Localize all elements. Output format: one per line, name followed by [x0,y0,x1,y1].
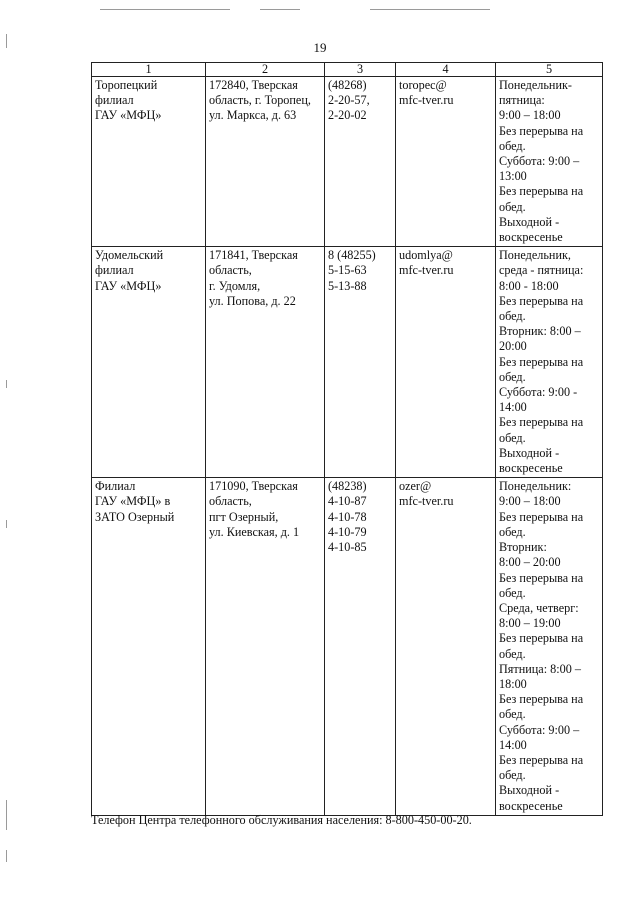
cell-text-line: (48268) [328,78,367,92]
cell-text-line: г. Удомля, [209,278,261,293]
table-row [92,478,603,815]
cell-text-line: Выходной - [499,445,560,460]
cell-text-line: 4-10-85 [328,540,367,555]
column-header: 4 [396,63,496,77]
cell-text-line: обед. [499,768,526,783]
cell-text-line: ул. Маркса, д. 63 [209,108,297,123]
cell-text-line: 9:00 – 18:00 [499,494,561,509]
scan-artifact-top [260,9,300,10]
cell-text-line: Суббота: 9:00 - [499,385,578,400]
cell-text-line[interactable]: toropec@ [399,78,447,92]
scan-artifact-left [6,800,7,830]
cell-text-line[interactable]: mfc-tver.ru [399,494,454,509]
table-row [92,247,603,478]
cell-text-line: обед. [499,524,526,539]
cell-text-line: Без перерыва на [499,184,584,199]
cell-text-line[interactable]: mfc-tver.ru [399,263,454,278]
scan-artifact-left [6,850,7,862]
cell-text-line: ул. Киевская, д. 1 [209,524,300,539]
scan-artifact-left [6,380,7,388]
cell-text-line: филиал [95,93,134,108]
column-header: 2 [206,63,325,77]
cell-text-line: Вторник: 8:00 – [499,324,581,339]
cell-text-line: 20:00 [499,339,527,354]
cell-text-line: 8:00 - 18:00 [499,278,559,293]
schedule-cell [496,247,603,478]
address-cell [206,247,325,478]
cell-text-line: Без перерыва на [499,570,584,585]
cell-text-line: Торопецкий [95,78,158,92]
phone-cell [325,247,396,478]
cell-text-line: обед. [499,585,526,600]
cell-text-line: Удомельский [95,248,164,263]
cell-text-line: 4-10-78 [328,509,367,524]
cell-text-line: Без перерыва на [499,354,584,369]
column-header: 3 [325,63,396,77]
cell-text-line: обед. [499,369,526,384]
cell-text-line: 4-10-79 [328,524,367,539]
cell-text-line: Без перерыва на [499,631,584,646]
cell-text-line: Понедельник, [499,248,571,263]
cell-text-line: Среда, четверг: [499,600,579,615]
cell-text-line: 2-20-57, [328,93,370,108]
column-header: 1 [92,63,206,77]
email-cell [396,478,496,815]
branch-name-cell [92,478,206,815]
cell-text-line: 4-10-87 [328,494,367,509]
cell-text-line: пятница: [499,93,545,108]
cell-text-line: Суббота: 9:00 – [499,154,580,169]
cell-text-line: 8:00 – 19:00 [499,616,561,631]
cell-text-line: Вторник: [499,540,547,555]
schedule-cell [496,478,603,815]
table-row [92,77,603,247]
cell-text-line: Без перерыва на [499,293,584,308]
cell-text-line: Без перерыва на [499,415,584,430]
cell-text-line: 5-13-88 [328,278,367,293]
cell-text-line: 171090, Тверская [209,479,298,494]
email-cell [396,247,496,478]
cell-text-line: ГАУ «МФЦ» в [95,494,171,509]
cell-text-line: область, [209,263,252,278]
cell-text-line: филиал [95,263,134,278]
cell-text-line: ГАУ «МФЦ» [95,108,162,123]
page-number: 19 [313,40,327,55]
cell-text-line: Филиал [95,479,136,494]
cell-text-line: Без перерыва на [499,509,584,524]
cell-text-line: обед. [499,309,526,324]
column-header: 5 [496,63,603,77]
branch-table [91,62,603,816]
cell-text-line: воскресенье [499,798,563,813]
cell-text-line: Пятница: 8:00 – [499,661,581,676]
cell-text-line: Без перерыва на [499,692,584,707]
hotline-note: Телефон Центра телефонного обслуживания населения: 8-800-450-00-20. [91,813,472,827]
cell-text-line[interactable]: ozer@ [399,479,432,494]
column-number-row [92,63,603,77]
cell-text-line: область, [209,494,252,509]
branch-name-cell [92,77,206,247]
cell-text-line: 2-20-02 [328,108,367,123]
cell-text-line: воскресенье [499,461,563,476]
cell-text-line: обед. [499,646,526,661]
cell-text-line: обед. [499,707,526,722]
cell-text-line: среда - пятница: [499,263,584,278]
cell-text-line: воскресенье [499,230,563,245]
email-cell [396,77,496,247]
cell-text-line: 13:00 [499,169,527,184]
cell-text-line: (48238) [328,479,367,494]
cell-text-line: 8:00 – 20:00 [499,555,561,570]
address-cell [206,77,325,247]
cell-text-line[interactable]: udomlya@ [399,248,453,263]
cell-text-line: область, г. Торопец, [209,93,311,108]
cell-text-line: 5-15-63 [328,263,367,278]
cell-text-line: Выходной - [499,783,560,798]
cell-text-line: Понедельник: [499,479,572,494]
scan-artifact-left [6,520,7,528]
cell-text-line: 171841, Тверская [209,248,298,263]
scan-artifact-top [370,9,490,10]
cell-text-line: 9:00 – 18:00 [499,108,561,123]
cell-text-line: обед. [499,199,526,214]
branch-name-cell [92,247,206,478]
cell-text-line: 172840, Тверская [209,78,298,92]
cell-text-line: 14:00 [499,400,527,415]
cell-text-line: 18:00 [499,676,527,691]
cell-text-line: 14:00 [499,737,527,752]
address-cell [206,478,325,815]
scan-artifact-top [100,9,230,10]
cell-text-line: 8 (48255) [328,248,376,263]
cell-text-line: Без перерыва на [499,752,584,767]
cell-text-line: Выходной - [499,214,560,229]
cell-text-line: Без перерыва на [499,123,584,138]
phone-cell [325,77,396,247]
cell-text-line: обед. [499,138,526,153]
phone-cell [325,478,396,815]
cell-text-line: ГАУ «МФЦ» [95,278,162,293]
schedule-cell [496,77,603,247]
cell-text-line: пгт Озерный, [209,509,279,524]
cell-text-line: Суббота: 9:00 – [499,722,580,737]
cell-text-line[interactable]: mfc-tver.ru [399,93,454,108]
cell-text-line: обед. [499,430,526,445]
cell-text-line: Понедельник- [499,78,572,92]
cell-text-line: ЗАТО Озерный [95,509,175,524]
cell-text-line: ул. Попова, д. 22 [209,293,296,308]
